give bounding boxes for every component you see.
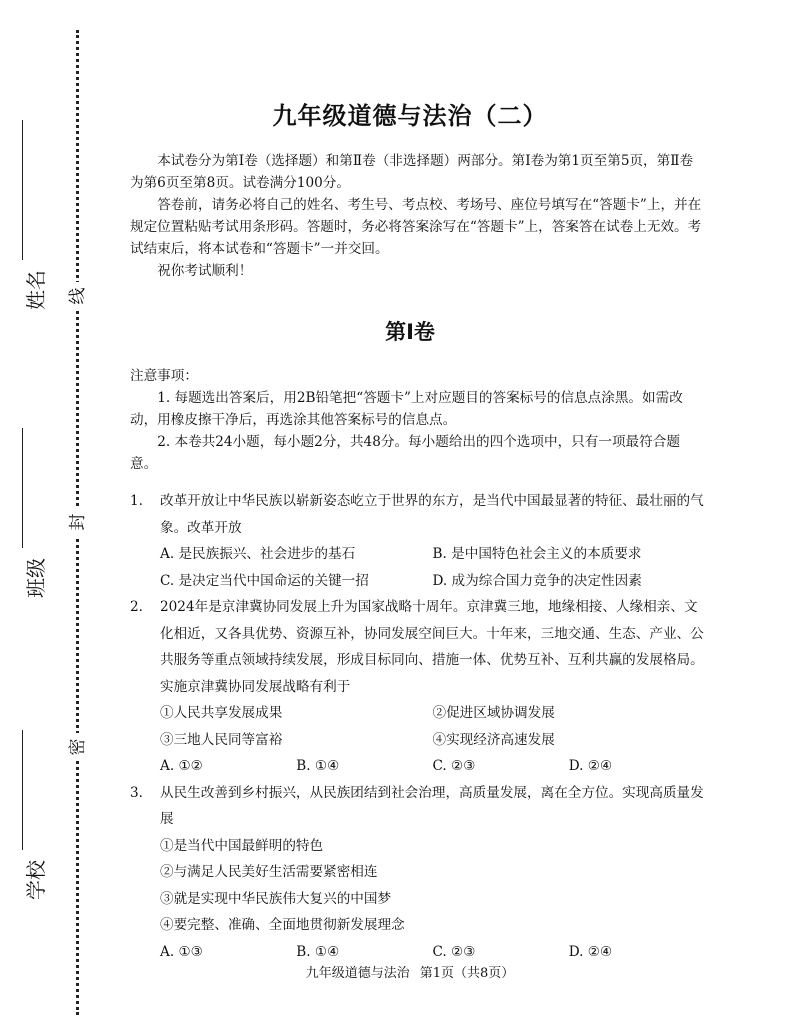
option-c[interactable]: C. ②③	[432, 943, 476, 960]
option-b[interactable]: B. 是中国特色社会主义的本质要求	[432, 546, 642, 562]
seal-char-xian: 线	[64, 282, 92, 310]
intro-paragraph: 答卷前，请务必将自己的姓名、考生号、考点校、考场号、座位号填写在“答题卡”上，并在规定位置粘贴考试用条形码。答题时，务必将答案涂写在“答题卡”上，答案答在试卷上无效。考试结束后，将本试卷和“答题卡”一并交回。	[130, 197, 702, 257]
statement-3: ③就是实现中华民族伟大复兴的中国梦	[160, 890, 392, 907]
question-stem: 2024年是京津冀协同发展上升为国家战略十周年。京津冀三地，地缘相接、人缘相亲、文化相近，又各具优势、资源互补，协同发展空间巨大。十年来，三地交通、生态、产业、公共服务等重点领域持续发展，形成目标同向、措施一体、优势互补、互利共赢的发展格局。实施京津冀协同发展战略有利于	[160, 599, 704, 695]
intro-instructions	[130, 150, 705, 282]
class-field-line[interactable]	[22, 428, 23, 548]
notice-item: 2. 本卷共24小题，每小题2分，共48分。每小题给出的四个选项中，只有一项最符合题意。	[130, 434, 680, 472]
option-a[interactable]: A. ①③	[160, 943, 203, 960]
question-number: 2.	[130, 599, 143, 615]
footer-subject: 九年级道德与法治	[305, 966, 410, 981]
option-row	[160, 541, 705, 568]
option-c[interactable]: C. ②③	[432, 758, 476, 774]
name-field-label: 姓名	[24, 270, 48, 310]
question-list	[130, 488, 705, 965]
school-field-label: 学校	[24, 860, 48, 900]
notice-item: 1. 每题选出答案后，用2B铅笔把“答题卡”上对应题目的答案标号的信息点涂黑。如需改动，用橡皮擦干净后，再选涂其他答案标号的信息点。	[130, 390, 683, 428]
seal-char-feng: 封	[64, 508, 92, 536]
notice-block	[130, 365, 705, 475]
section-title: 第Ⅰ卷	[385, 320, 435, 344]
statement-3: ③三地人民同等富裕	[160, 731, 283, 748]
statement-1: ①是当代中国最鲜明的特色	[160, 837, 324, 854]
school-field-line[interactable]	[22, 730, 23, 850]
option-row	[160, 568, 705, 595]
class-field-label: 班级	[24, 558, 48, 598]
question-stem: 改革开放让中华民族以崭新姿态屹立于世界的东方，是当代中国最显著的特征、最壮丽的气象。改革开放	[160, 493, 704, 536]
question-2	[130, 594, 705, 780]
exam-title: 九年级道德与法治（二）	[272, 102, 548, 130]
statement-2: ②与满足人民美好生活需要紧密相连	[160, 864, 378, 880]
intro-paragraph: 祝你考试顺利！	[157, 263, 253, 279]
option-row	[160, 753, 705, 780]
statement-4: ④实现经济高速发展	[432, 731, 555, 748]
name-field-line[interactable]	[22, 120, 23, 260]
option-b[interactable]: B. ①④	[296, 943, 340, 960]
seal-char-mi: 密	[64, 733, 92, 761]
option-b[interactable]: B. ①④	[296, 758, 340, 774]
question-number: 1.	[130, 493, 143, 509]
statement-1: ①人民共享发展成果	[160, 705, 283, 721]
notice-heading: 注意事项：	[130, 368, 198, 384]
option-c[interactable]: C. 是决定当代中国命运的关键一招	[160, 572, 369, 589]
question-number: 3.	[130, 784, 143, 801]
intro-paragraph: 本试卷分为第Ⅰ卷（选择题）和第Ⅱ卷（非选择题）两部分。第Ⅰ卷为第1页至第5页，第Ⅱ卷为第6页至第8页。试卷满分100分。	[130, 153, 694, 191]
option-d[interactable]: D. ②④	[568, 758, 613, 774]
statement-row	[160, 727, 705, 754]
statement-row	[160, 700, 705, 727]
option-d[interactable]: D. 成为综合国力竞争的决定性因素	[432, 572, 642, 589]
option-a[interactable]: A. ①②	[160, 758, 203, 774]
page-footer	[130, 962, 690, 981]
statement-4: ④要完整、准确、全面地贯彻新发展理念	[160, 917, 405, 933]
question-3	[130, 780, 705, 966]
footer-page-number: 第1页（共8页）	[419, 966, 515, 981]
option-d[interactable]: D. ②④	[568, 943, 613, 960]
question-stem: 从民生改善到乡村振兴，从民族团结到社会治理，高质量发展，离在全方位。实现高质量发展	[160, 784, 704, 827]
option-a[interactable]: A. 是民族振兴、社会进步的基石	[160, 546, 356, 562]
statement-2: ②促进区域协调发展	[432, 705, 555, 721]
question-1	[130, 488, 705, 594]
